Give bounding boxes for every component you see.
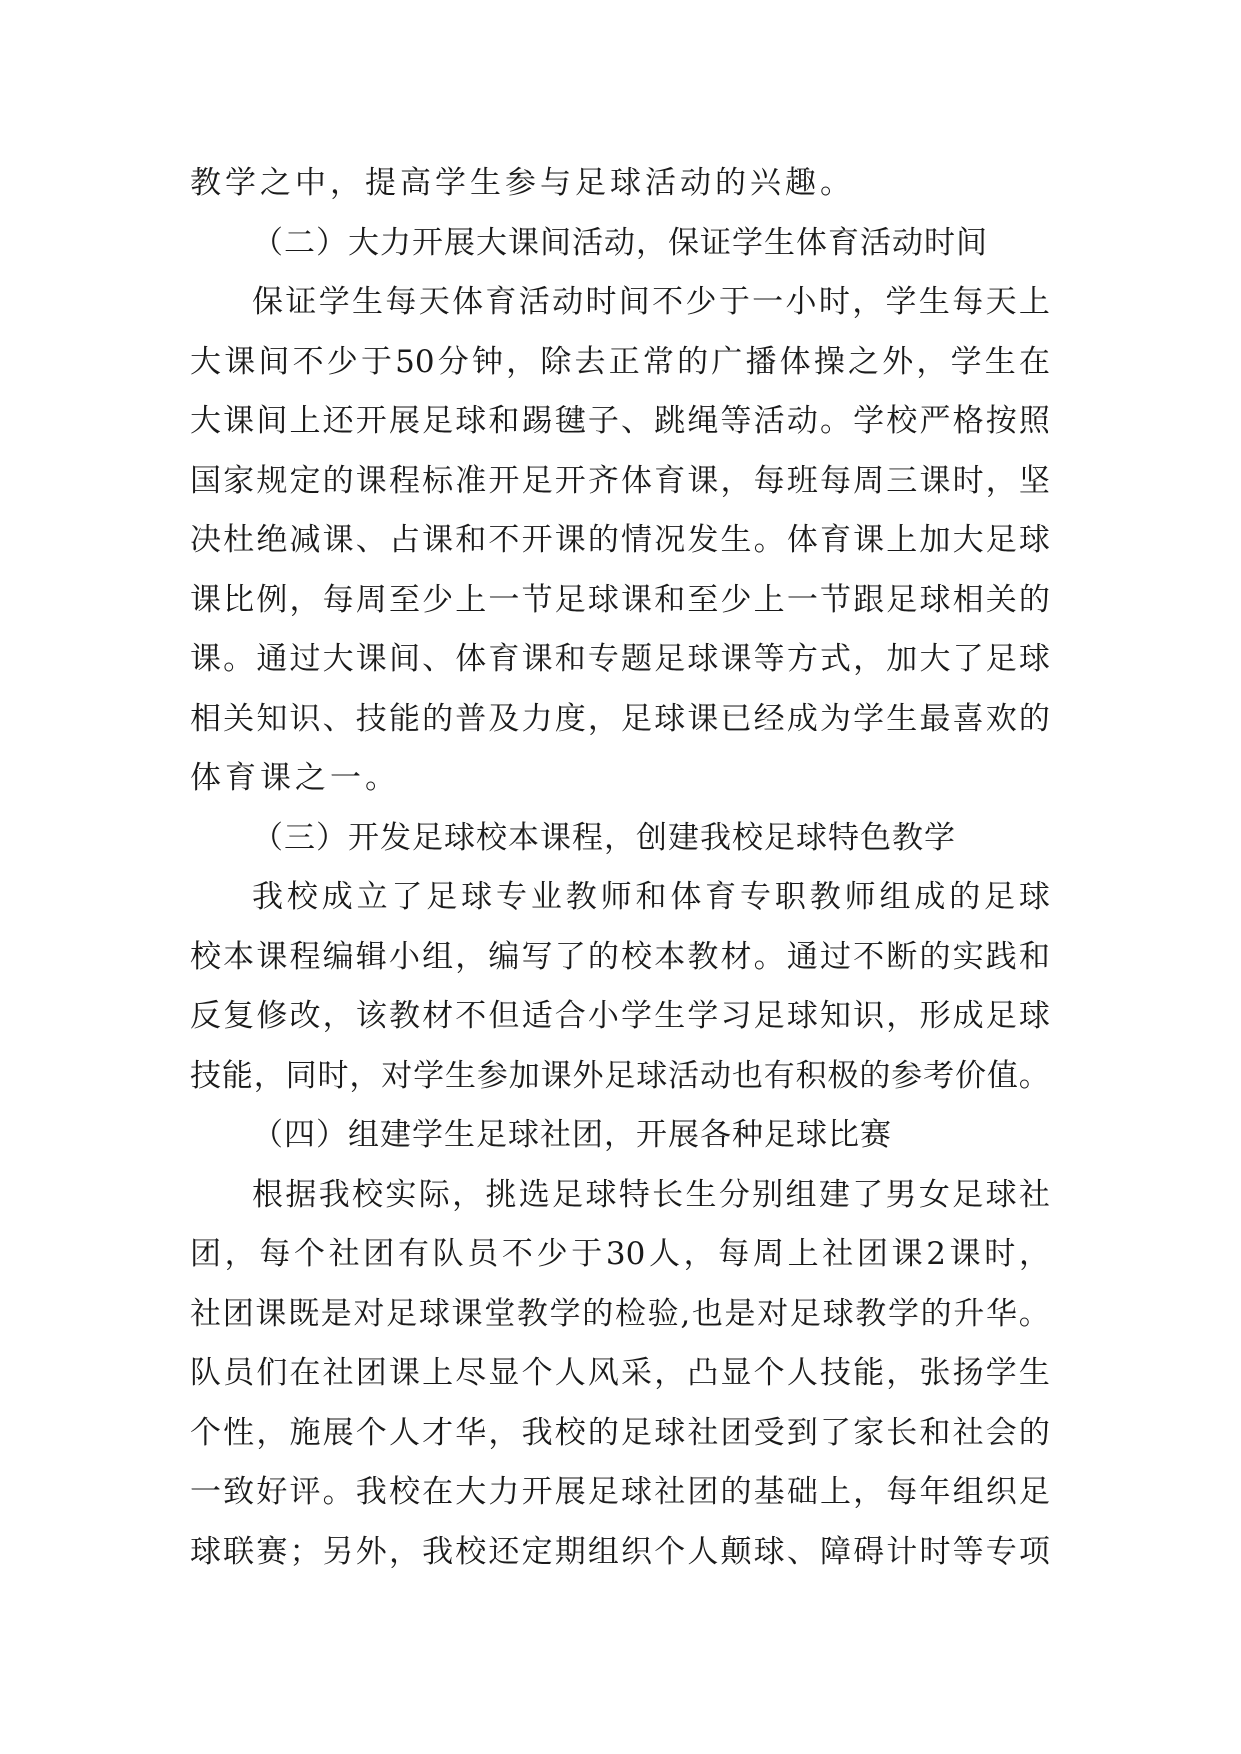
text-line: 国 家 规 定 的 课 程 标 准 开 足 开 齐 体 育 课 ， 每 班 每 周 三 课 时 ， 坚 xyxy=(190,462,1050,499)
text-line: 根 据 我 校 实 际 ， 挑 选 足 球 特 长 生 分 别 组 建 了 男 女 足 球 社 xyxy=(252,1176,1050,1213)
text-line: 相 关 知 识 、 技 能 的 普 及 力 度 ， 足 球 课 已 经 成 为 学 生 最 喜 欢 的 xyxy=(190,700,1050,737)
text-line: 反 复 修 改 ， 该 教 材 不 但 适 合 小 学 生 学 习 足 球 知 识 ， 形 成 足 球 xyxy=(190,998,1050,1034)
text-line: 决 杜 绝 减 课 、 占 课 和 不 开 课 的 情 况 发 生 。 体 育 课 上 加 大 足 球 xyxy=(190,522,1050,558)
text-line: 课 。 通 过 大 课 间 、 体 育 课 和 专 题 足 球 课 等 方 式 ， 加 大 了 足 球 xyxy=(190,641,1050,677)
text-line: 团 ， 每 个 社 团 有 队 员 不 少 于 30 人 ， 每 周 上 社 团 课 2 课 时 ， xyxy=(190,1236,1050,1272)
section-heading: （四）组建学生足球社团，开展各种足球比赛 xyxy=(252,1117,892,1153)
text-line: 大 课 间 不 少 于 50 分 钟 ， 除 去 正 常 的 广 播 体 操 之 外 ， 学 生 在 xyxy=(190,343,1050,380)
text-line: 教学之中，提高学生参与足球活动的兴趣。 xyxy=(190,165,855,201)
body-text xyxy=(190,154,1050,1582)
section-heading: （三）开发足球校本课程，创建我校足球特色教学 xyxy=(252,819,956,856)
text-line: 校 本 课 程 编 辑 小 组 ， 编 写 了 的 校 本 教 材 。 通 过 不 断 的 实 践 和 xyxy=(190,938,1050,975)
text-line: 一 致 好 评 。 我 校 在 大 力 开 展 足 球 社 团 的 基 础 上 ， 每 年 组 织 足 xyxy=(190,1474,1050,1510)
text-line: 大 课 间 上 还 开 展 足 球 和 踢 毽 子 、 跳 绳 等 活 动 。 学 校 严 格 按 照 xyxy=(190,403,1050,439)
section-heading: （二）大力开展大课间活动，保证学生体育活动时间 xyxy=(252,224,988,261)
text-line: 体育课之一。 xyxy=(190,760,400,796)
text-line: 课 比 例 ， 每 周 至 少 上 一 节 足 球 课 和 至 少 上 一 节 跟 足 球 相 关 的 xyxy=(190,581,1050,618)
text-line: 球 联 赛 ； 另 外 ， 我 校 还 定 期 组 织 个 人 颠 球 、 障 碍 计 时 等 专 项 xyxy=(190,1533,1050,1570)
text-line: 个 性 ， 施 展 个 人 才 华 ， 我 校 的 足 球 社 团 受 到 了 家 长 和 社 会 的 xyxy=(190,1414,1050,1451)
text-line: 保 证 学 生 每 天 体 育 活 动 时 间 不 少 于 一 小 时 ， 学 生 每 天 上 xyxy=(252,284,1050,320)
text-line: 社 团 课 既 是 对 足 球 课 堂 教 学 的 检 验 , 也 是 对 足 球 教 学 的 升 华 。 xyxy=(190,1295,1050,1332)
text-line: 队 员 们 在 社 团 课 上 尽 显 个 人 风 采 ， 凸 显 个 人 技 能 ， 张 扬 学 生 xyxy=(190,1355,1050,1391)
text-line: 我 校 成 立 了 足 球 专 业 教 师 和 体 育 专 职 教 师 组 成 的 足 球 xyxy=(252,879,1050,915)
text-line: 技 能 ， 同 时 ， 对 学 生 参 加 课 外 足 球 活 动 也 有 积 极 的 参 考 价 值 。 xyxy=(190,1057,1050,1094)
